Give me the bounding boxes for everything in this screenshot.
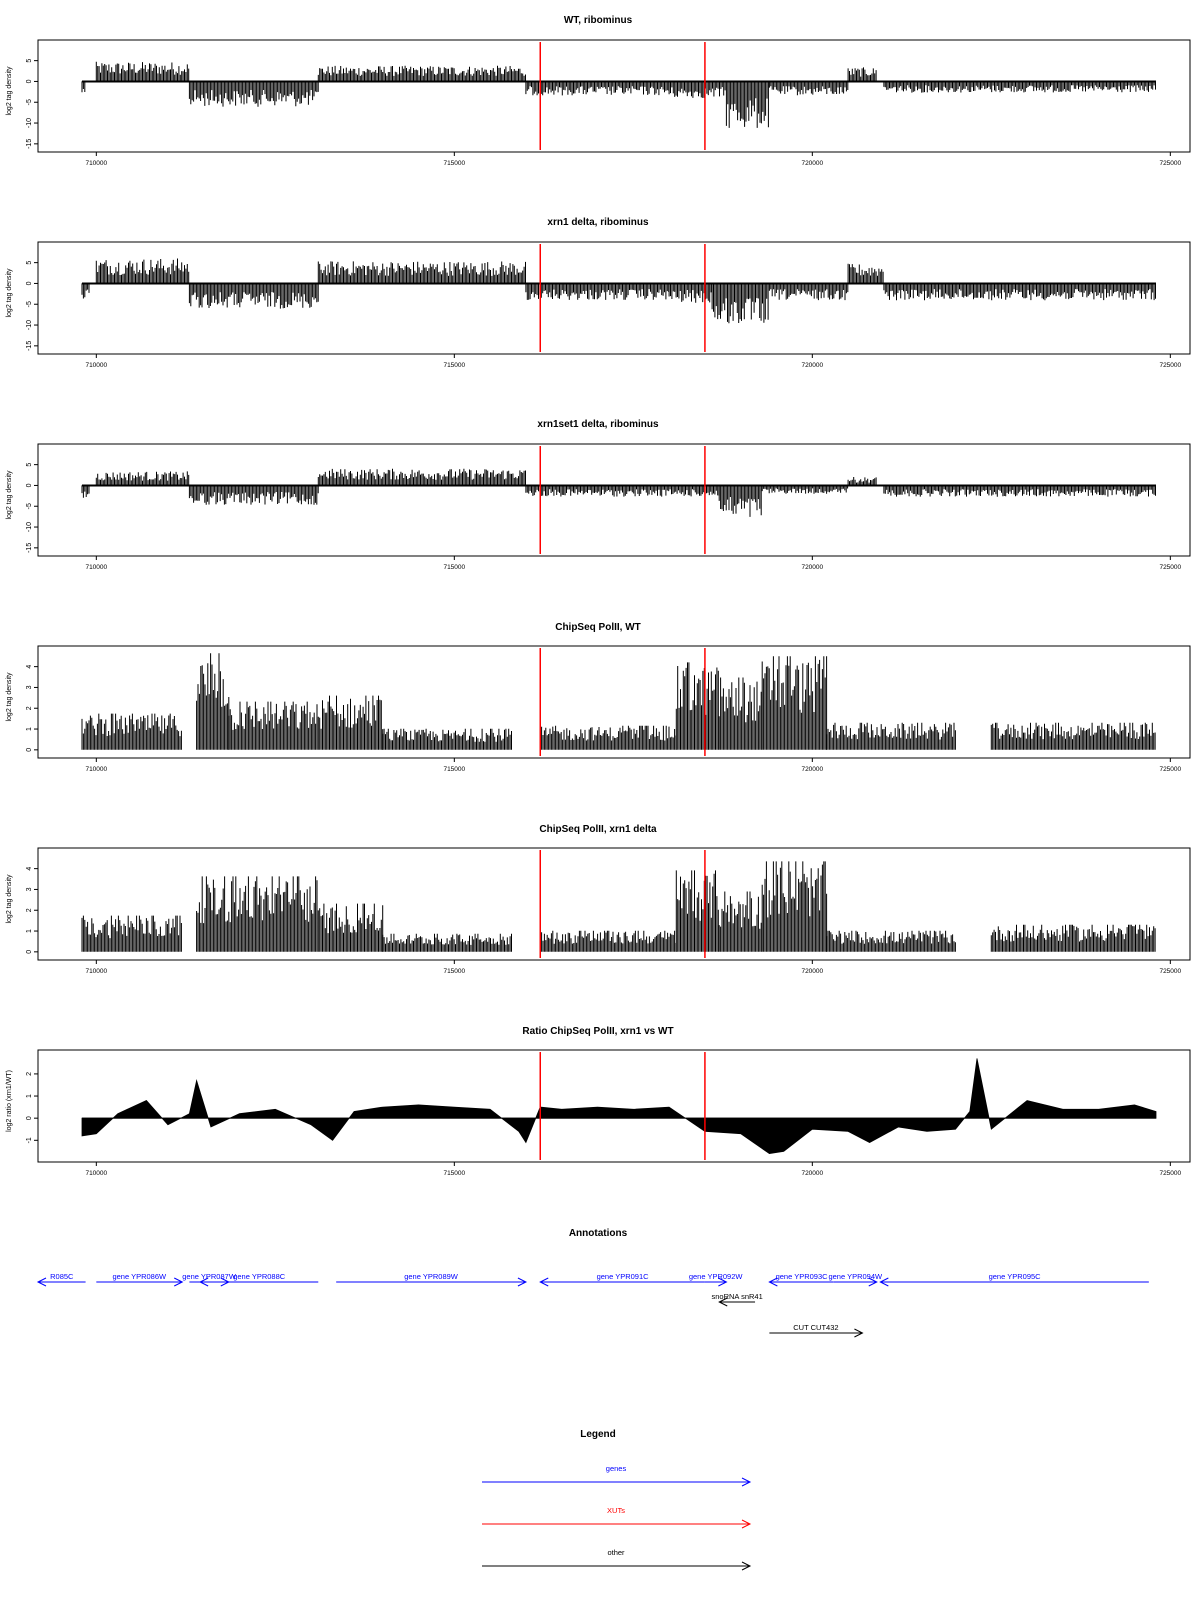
feature-label: gene YPR092W [688, 1272, 743, 1281]
data-segment [540, 726, 676, 750]
panel-title: ChipSeq PolII, xrn1 delta [539, 824, 657, 835]
data-segment [712, 283, 768, 323]
data-segment [82, 283, 89, 298]
data-segment [96, 62, 188, 82]
data-segment [719, 678, 761, 750]
data-segment [719, 485, 761, 517]
x-tick-label: 715000 [443, 968, 466, 975]
data-segment [318, 469, 525, 486]
data-segment [82, 81, 85, 92]
legend-entries [482, 1464, 750, 1570]
panel-chipseq-wt [6, 622, 1190, 773]
y-tick-label: 0 [26, 949, 33, 954]
annotation-feature [711, 1292, 762, 1306]
panel-xrn1set1-ribominus [6, 419, 1190, 571]
panel-ratio [6, 1026, 1190, 1177]
legend-entry [482, 1464, 750, 1486]
annotation-feature [182, 1272, 237, 1286]
feature-label: gene YPR088C [233, 1272, 286, 1281]
plot-area [26, 40, 1190, 167]
y-tick-label: 2 [26, 706, 33, 711]
y-tick-label: 3 [26, 887, 33, 892]
y-tick-label: -5 [26, 99, 33, 106]
y-tick-label: 1 [26, 1094, 33, 1098]
panel-title: ChipSeq PolII, WT [555, 622, 641, 633]
data-segment [383, 729, 512, 750]
data-segment [318, 261, 525, 283]
data-segment [848, 264, 883, 284]
plot-area [26, 242, 1190, 369]
x-tick-label: 725000 [1159, 968, 1182, 975]
y-tick-label: 0 [26, 483, 33, 488]
y-tick-label: -15 [26, 138, 33, 149]
y-tick-label: 4 [26, 866, 33, 871]
feature-label: gene YPR093C [775, 1272, 828, 1281]
x-tick-label: 715000 [443, 362, 466, 369]
y-tick-label: 0 [26, 1116, 33, 1121]
y-axis-label: log2 tag density [6, 66, 13, 116]
annotation-feature [828, 1272, 883, 1286]
x-tick-label: 710000 [85, 766, 108, 773]
annotation-feature [38, 1272, 86, 1286]
data-segment [189, 283, 318, 308]
panel-title: Ratio ChipSeq PolII, xrn1 vs WT [522, 1026, 674, 1037]
data-segment [762, 656, 826, 750]
data-segment [884, 81, 1156, 92]
data-segment [189, 485, 318, 504]
feature-label: snoRNA snR41 [711, 1292, 763, 1301]
annotation-feature [689, 1272, 744, 1286]
plot-area [26, 1050, 1190, 1177]
annotation-tracks [38, 1272, 1149, 1337]
data-segment [526, 81, 669, 95]
y-tick-label: -10 [26, 521, 33, 533]
x-tick-label: 720000 [801, 160, 824, 167]
legend-title: Legend [580, 1429, 616, 1440]
data-segment [884, 485, 1156, 496]
data-segment [719, 892, 761, 952]
plot-area [26, 848, 1190, 975]
panel-xrn1-ribominus [6, 217, 1190, 369]
feature-label: gene YPR087W [182, 1272, 236, 1281]
y-tick-label: -10 [26, 117, 33, 129]
y-tick-label: -10 [26, 319, 33, 331]
y-tick-label: -5 [26, 301, 33, 308]
ratio-area [82, 1058, 1156, 1153]
x-tick-label: 720000 [801, 362, 824, 369]
feature-label: gene YPR091C [596, 1272, 649, 1281]
data-segment [318, 696, 382, 750]
y-tick-label: 4 [26, 664, 33, 669]
feature-label: gene YPR086W [112, 1272, 167, 1281]
plot-frame [38, 1050, 1190, 1162]
x-tick-label: 710000 [85, 564, 108, 571]
x-tick-label: 720000 [801, 968, 824, 975]
data-segment [96, 471, 188, 485]
annotation-feature [769, 1323, 862, 1337]
data-segment [769, 283, 847, 300]
data-segment [82, 714, 181, 750]
panel-chipseq-xrn1 [6, 824, 1190, 975]
feature-label: R085C [50, 1272, 74, 1281]
y-tick-label: -5 [26, 503, 33, 510]
annotation-feature [96, 1272, 182, 1286]
plot-area [26, 646, 1190, 773]
x-tick-label: 720000 [801, 564, 824, 571]
data-segment [96, 259, 188, 284]
data-segment [318, 66, 525, 82]
data-segment [383, 934, 512, 952]
y-tick-label: -15 [26, 542, 33, 553]
x-tick-label: 725000 [1159, 362, 1182, 369]
x-tick-label: 725000 [1159, 160, 1182, 167]
data-segment [229, 702, 317, 750]
x-tick-label: 710000 [85, 968, 108, 975]
annotation-feature [540, 1272, 705, 1286]
plot-area [26, 444, 1190, 571]
panel-title: xrn1set1 delta, ribominus [537, 419, 659, 430]
panel-title: WT, ribominus [563, 15, 633, 26]
y-tick-label: 5 [26, 58, 33, 63]
data-segment [827, 723, 956, 750]
data-segment [82, 485, 89, 497]
annotations-title: Annotations [568, 1228, 628, 1239]
y-axis-label: log2 tag density [6, 268, 13, 318]
x-tick-label: 720000 [801, 766, 824, 773]
annotation-feature [336, 1272, 526, 1286]
y-tick-label: -15 [26, 340, 33, 351]
data-segment [189, 81, 318, 106]
feature-label: gene YPR095C [988, 1272, 1041, 1281]
data-segment [318, 904, 382, 952]
y-tick-label: 0 [26, 281, 33, 286]
y-tick-label: 2 [26, 1071, 33, 1076]
legend-label: genes [605, 1464, 627, 1473]
y-tick-label: 0 [26, 747, 33, 752]
feature-label: gene YPR089W [404, 1272, 458, 1281]
y-axis-label: log2 tag density [6, 874, 13, 924]
x-tick-label: 710000 [85, 1170, 108, 1177]
data-segment [676, 870, 718, 951]
y-tick-label: 5 [26, 260, 33, 265]
data-segment [197, 653, 229, 750]
data-segment [669, 81, 725, 98]
legend-panel [482, 1429, 750, 1570]
data-segment [540, 931, 676, 952]
feature-label: CUT CUT432 [793, 1323, 839, 1332]
data-segment [991, 723, 1155, 750]
y-axis-label: log2 ratio (xrn1/WT) [6, 1070, 13, 1132]
x-tick-label: 725000 [1159, 564, 1182, 571]
feature-label: gene YPR094W [828, 1272, 883, 1281]
y-tick-label: 1 [26, 929, 33, 933]
y-tick-label: 0 [26, 79, 33, 84]
y-axis-label: log2 tag density [6, 672, 13, 722]
x-tick-label: 710000 [85, 160, 108, 167]
legend-label: other [607, 1548, 625, 1557]
y-tick-label: 2 [26, 908, 33, 913]
data-segment [848, 477, 876, 485]
data-segment [676, 662, 718, 749]
x-tick-label: 725000 [1159, 1170, 1182, 1177]
panel-title: xrn1 delta, ribominus [547, 217, 649, 228]
data-segment [991, 925, 1155, 952]
plot-frame [38, 444, 1190, 556]
y-tick-label: 5 [26, 462, 33, 467]
data-segment [769, 81, 847, 95]
data-segment [762, 485, 847, 493]
x-tick-label: 715000 [443, 160, 466, 167]
annotation-feature [769, 1272, 833, 1286]
y-tick-label: 1 [26, 727, 33, 731]
data-segment [526, 283, 669, 300]
legend-entry [482, 1548, 750, 1570]
x-tick-label: 715000 [443, 564, 466, 571]
x-tick-label: 720000 [801, 1170, 824, 1177]
data-segment [197, 876, 317, 951]
x-tick-label: 715000 [443, 1170, 466, 1177]
data-segment [526, 485, 719, 496]
data-segment [762, 861, 826, 951]
data-segment [82, 916, 181, 952]
data-segment [848, 67, 876, 81]
x-tick-label: 715000 [443, 766, 466, 773]
annotation-feature [880, 1272, 1148, 1286]
data-segment [726, 81, 768, 128]
annotations-panel [38, 1228, 1149, 1337]
data-segment [884, 283, 1156, 300]
x-tick-label: 725000 [1159, 766, 1182, 773]
panel-wt-ribominus [6, 15, 1190, 167]
legend-label: XUTs [607, 1506, 625, 1515]
data-segment [827, 931, 956, 952]
y-tick-label: 3 [26, 685, 33, 690]
y-axis-label: log2 tag density [6, 470, 13, 520]
y-tick-label: -1 [26, 1137, 33, 1144]
x-tick-label: 710000 [85, 362, 108, 369]
legend-entry [482, 1506, 750, 1528]
